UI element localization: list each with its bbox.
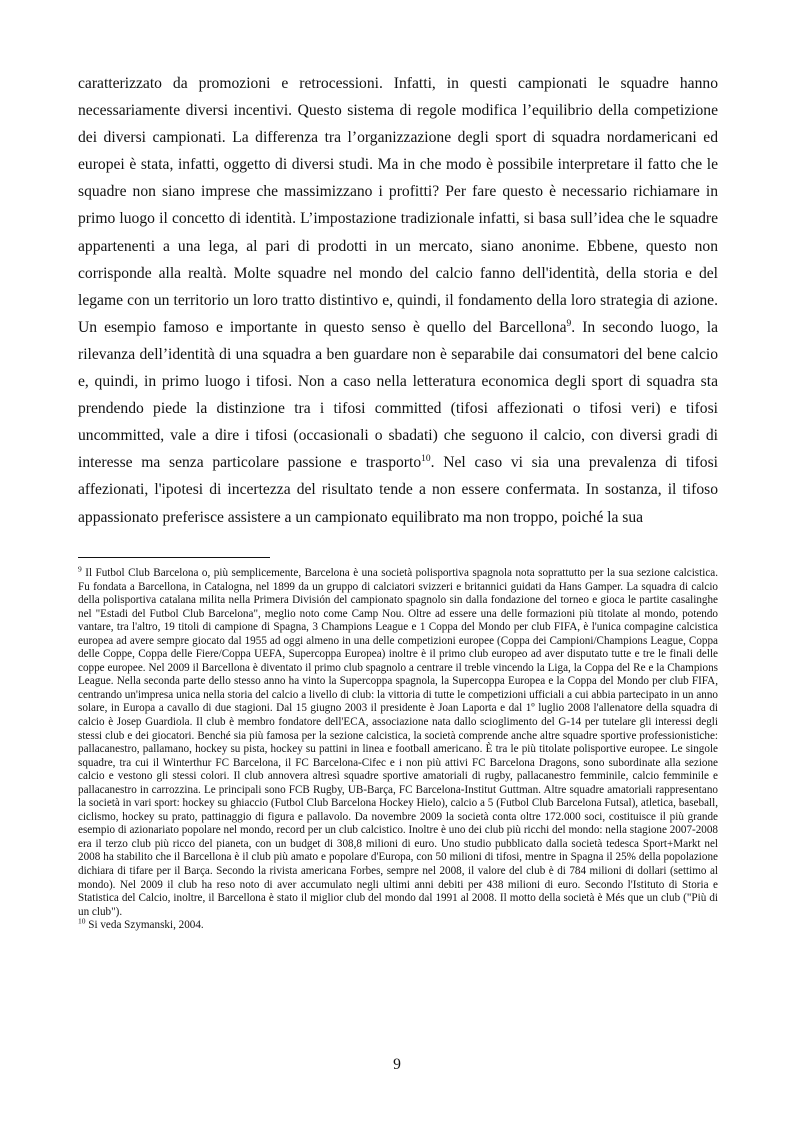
page-number: 9 [393, 1056, 401, 1073]
footnote-ref-10[interactable]: 10 [421, 454, 431, 465]
footnote-10 [78, 916, 718, 933]
footnote-text: Il Futbol Club Barcelona o, più semplicemente, Barcelona è una società polisportiva spagnola nota soprattutto per la sua sezione calcistica. Fu fondata a Barcellona, in Catalogna, nel 1899 da un gruppo di calciatori svizzeri e britannici guidati da Hans Gamper. La squadra di calcio della polisportiva catalana milita nella Primera División del campionato spagnolo sin dalla fondazione del torneo e gioca le partite casalinghe nel "Estadi del Futbol Club Barcelona", meglio noto come Camp Nou. Oltre ad essere una delle formazioni più titolate al mondo, potendo vantare, tra l'altro, 19 titoli di campione di Spagna, 3 Champions League e 1 Coppa del Mondo per club FIFA, è l'unica compagine calcistica europea ad avere sempre giocato dal 1955 ad oggi almeno in una delle competizioni europee (Coppa dei Campioni/Champions League, Coppa delle Coppe, Coppa delle Fiere/Coppa UEFA, Supercoppa Europea) inoltre è il primo club europeo ad aver disputato tutte e tre le finali delle coppe europee. Nel 2009 il Barcellona è diventato il primo club spagnolo a centrare il treble vincendo la Liga, la Coppa del Re e la Champions League. Nella seconda parte dello stesso anno ha vinto la Supercoppa spagnola, la Supercoppa Europea e la Coppa del Mondo per club FIFA, centrando un'impresa unica nella storia del calcio a livello di club: la vittoria di tutte le competizioni ufficiali a cui abbia partecipato in un anno solare, in Europa a cavallo di due stagioni. Dal 15 giugno 2003 il presidente è Joan Laporta e dal 1º luglio 2008 l'allenatore della squadra di calcio è Josep Guardiola. Il club è membro fondatore dell'ECA, associazione nata dallo scioglimento del G-14 per tutelare gli interessi degli stessi club e dei giocatori. Benché sia più famosa per la sezione calcistica, la società comprende anche altre squadre sportive professionistiche: pallacanestro, pallamano, hockey su pista, hockey su pattini in linea e football americano. È tra le più titolate polisportive europee. Le singole squadre, tra cui il Winterthur FC Barcelona, il FC Barcelona-Cifec e i non più attivi FC Barcelona Dragons, sono subordinate alla sezione calcio e vestono gli stessi colori. Il club annovera altresì squadre sportive amatoriali di rugby, pallacanestro femminile, calcio femminile e pallacanestro in carrozzina. Le principali sono FCB Rugby, UB-Barça, FC Barcelona-Institut Guttman. Altre squadre amatoriali rappresentano la società in vari sport: hockey su ghiaccio (Futbol Club Barcelona Hockey Hielo), calcio a 5 (Futbol Club Barcelona Futsal), atletica, baseball, ciclismo, hockey su prato, pattinaggio di figura e pallavolo. Da novembre 2009 la società conta oltre 172.000 soci, costituisce il più grande esempio di azionariato popolare nel mondo, record per un club calcistico. Inoltre è uno dei club più ricchi del mondo: nella stagione 2007-2008 era il terzo club più ricco del pianeta, con un budget di 308,8 milioni di euro. Uno studio pubblicato dalla società tedesca Sport+Markt nel 2008 ha stabilito che il Barcellona è il club più amato e popolare d'Europa, con 50 milioni di tifosi, mentre in Spagna il 25% della popolazione dichiara di tifare per il Barça. Secondo la rivista americana Forbes, sempre nel 2008, il valore del club è di 784 milioni di dollari (settimo al mondo). Nel 2009 il club ha reso noto di aver accumulato negli ultimi anni debiti per 438 milioni di euro. Secondo l'Istituto di Storia e Statistica del Calcio, inoltre, il Barcellona è stato il miglior club del mondo dal 1991 al 2008. Il motto della società è Més que un club ("Più di un club"). [78, 567, 718, 918]
footnote-mark: 9 [78, 564, 82, 574]
footnote-9 [78, 564, 718, 919]
footnote-mark: 10 [78, 916, 86, 926]
paragraph-text: . In secondo luogo, la rilevanza dell’identità di una squadra a ben guardare non è separabile dai consumatori del bene calcio e, quindi, in primo luogo i tifosi. Non a caso nella letteratura economica degli sport di squadra sta prendendo piede la distinzione tra i tifosi committed (tifosi affezionati o tifosi veri) e tifosi uncommitted, vale a dire i tifosi (occasionali o sbadati) che seguono il calcio, con diversi gradi di interesse ma senza particolare passione e trasporto [78, 318, 718, 472]
footnote-text: Si veda Szymanski, 2004. [85, 919, 204, 932]
page-body [78, 70, 718, 531]
footnote-ref-9[interactable]: 9 [566, 318, 572, 329]
paragraph-text: . Nel caso vi sia una prevalenza di tifosi affezionati, l'ipotesi di incertezza del risultato tende a non essere confermata. In sostanza, il tifoso appassionato preferisce assistere a un campionato equilibrato ma non troppo, poiché la sua [78, 454, 719, 526]
footnotes-section [78, 564, 718, 933]
paragraph-text: caratterizzato da promozioni e retrocessioni. Infatti, in questi campionati le squadre hanno necessariamente diversi incentivi. Questo sistema di regole modifica l’equilibrio della competizione dei diversi campionati. La differenza tra l’organizzazione degli sport di squadra nordamericani ed europei è stata, infatti, oggetto di diversi studi. Ma in che modo è possibile interpretare il fatto che le squadre non siano imprese che massimizzano i profitti? Per fare questo è necessario richiamare in primo luogo il concetto di identità. L’impostazione tradizionale infatti, si basa sull’idea che le squadre appartenenti a una lega, al pari di prodotti in un mercato, siano anonime. Ebbene, questo non corrisponde alla realtà. Molte squadre nel mondo del calcio fanno dell'identità, della storia e del legame con un territorio un loro tratto distintivo e, quindi, il fondamento della loro strategia di azione. Un esempio famoso e importante in questo senso è quello del Barcellona [78, 75, 718, 336]
footnote-separator [78, 557, 270, 558]
main-paragraph [78, 70, 718, 531]
